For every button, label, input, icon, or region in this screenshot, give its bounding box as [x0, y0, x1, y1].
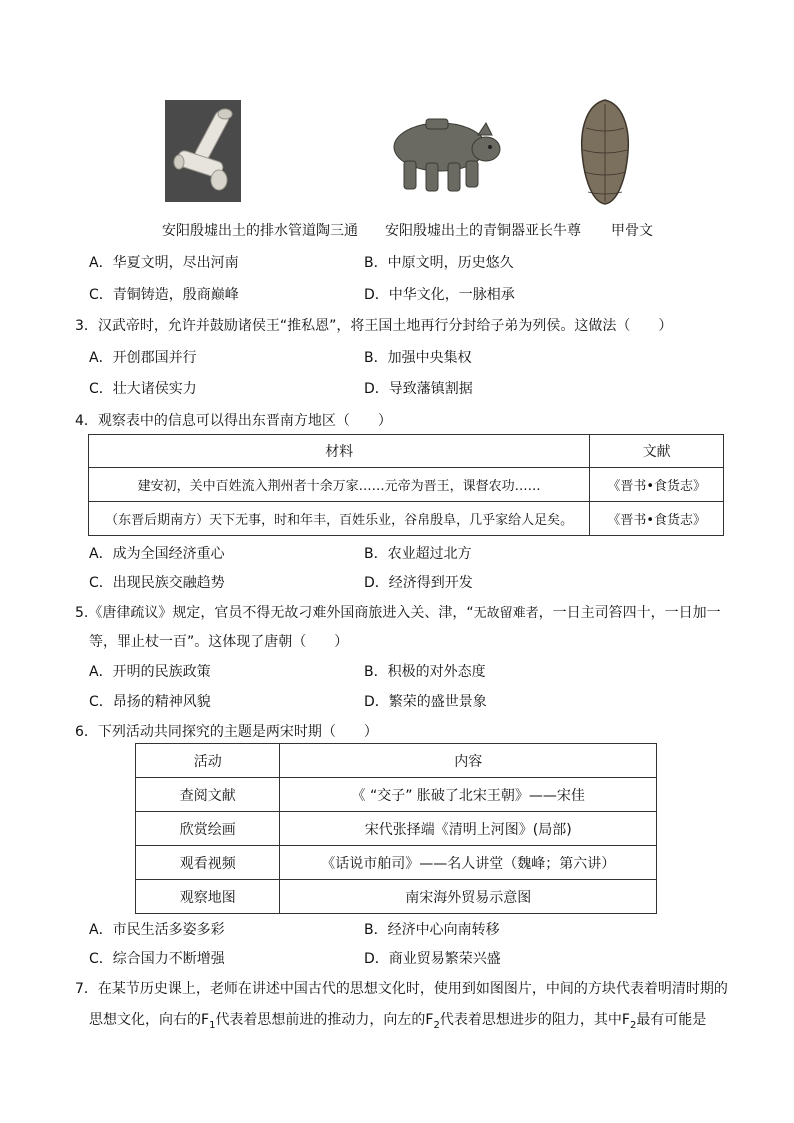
- q7-f1-subscript: 1: [209, 1019, 216, 1031]
- q4-table: [88, 434, 724, 536]
- q6-table-row1-activity: 查阅文献: [136, 778, 280, 812]
- q5-option-c[interactable]: C．昂扬的精神风貌: [89, 694, 211, 710]
- q7-f2-subscript-2: 2: [629, 1019, 637, 1031]
- q4-option-a[interactable]: A．成为全国经济重心: [89, 546, 225, 562]
- q6-table-row4-activity: 观察地图: [136, 880, 280, 914]
- q7-f2-subscript: 2: [433, 1019, 440, 1031]
- q2-option-a[interactable]: A．华夏文明，尽出河南: [89, 255, 239, 271]
- q6-table-row4-content: 南宋海外贸易示意图: [280, 880, 657, 914]
- figure-caption-drain-pipe: 安阳殷墟出土的排水管道陶三通: [162, 223, 358, 239]
- q4-option-c[interactable]: C．出现民族交融趋势: [89, 575, 225, 591]
- q6-table-header-activity: 活动: [136, 744, 280, 778]
- q5-stem-line2: 等，罪止杖一百”。这体现了唐朝（ ）: [89, 634, 349, 650]
- q5-option-a[interactable]: A．开明的民族政策: [89, 664, 211, 680]
- figure-caption-oracle-bone: 甲骨文: [611, 223, 653, 239]
- q6-table-row2-activity: 欣赏绘画: [136, 812, 280, 846]
- q6-table-row3-content: 《话说市舶司》——名人讲堂（魏峰；第六讲）: [280, 846, 657, 880]
- drain-pipe-image: [165, 100, 241, 202]
- q4-option-d[interactable]: D．经济得到开发: [364, 575, 473, 591]
- q6-option-b[interactable]: B．经济中心向南转移: [364, 922, 500, 938]
- q6-option-d[interactable]: D．商业贸易繁荣兴盛: [364, 951, 501, 967]
- q6-table: [135, 743, 657, 914]
- q7-stem-line1: 7．在某节历史课上，老师在讲述中国古代的思想文化时，使用到如图图片，中间的方块代表着明清时期的: [75, 981, 728, 997]
- q4-table-header-source: 文献: [590, 435, 724, 468]
- q6-table-row3-activity: 观看视频: [136, 846, 280, 880]
- q7-stem-line2: [89, 1009, 706, 1031]
- q3-option-a[interactable]: A．开创郡国并行: [89, 350, 197, 366]
- bronze-ox-zun-image: [382, 105, 506, 197]
- q4-table-row1-material: 建安初，关中百姓流入荆州者十余万家……元帝为晋王，课督农功……: [89, 468, 590, 502]
- q6-table-row1-content: 《 “交子” 胀破了北宋王朝》——宋佳: [280, 778, 657, 812]
- q7-line2-c: 代表着思想进步的阻力，其中F: [439, 1012, 630, 1028]
- q6-option-a[interactable]: A．市民生活多姿多彩: [89, 922, 225, 938]
- q7-line2-a: 思想文化，向右的F: [89, 1012, 210, 1028]
- q5-stem-line1-a: 5.《唐律疏议》规定，官员不得无故刁难外国商旅进入关、津，“: [75, 605, 474, 621]
- q7-line2-d: 最有可能是: [636, 1012, 707, 1028]
- q6-option-c[interactable]: C．综合国力不断增强: [89, 951, 225, 967]
- q5-stem-line1-quote: 无故留难者: [473, 606, 539, 621]
- q3-option-d[interactable]: D．导致藩镇割据: [364, 381, 473, 397]
- q6-table-header-content: 内容: [280, 744, 657, 778]
- q4-table-row2-source: 《晋书•食货志》: [590, 502, 724, 536]
- q5-option-d[interactable]: D．繁荣的盛世景象: [364, 694, 487, 710]
- q4-table-row1-source: 《晋书•食货志》: [590, 468, 724, 502]
- q3-stem: 3．汉武帝时，允许并鼓励诸侯王“推私恩”，将王国土地再行分封给子弟为列侯。这做法（ ）: [75, 318, 673, 334]
- oracle-bone-image: [578, 98, 632, 206]
- q3-option-b[interactable]: B．加强中央集权: [364, 350, 472, 366]
- q2-option-c[interactable]: C．青铜铸造，殷商巅峰: [89, 287, 239, 303]
- figure-caption-bronze-ox: 安阳殷墟出土的青铜器亚长牛尊: [385, 223, 581, 239]
- q6-stem: 6．下列活动共同探究的主题是两宋时期（ ）: [75, 724, 378, 740]
- q7-line2-b: 代表着思想前进的推动力，向左的F: [215, 1012, 434, 1028]
- q6-table-row2-content: 宋代张择端《清明上河图》(局部): [280, 812, 657, 846]
- q4-option-b[interactable]: B．农业超过北方: [364, 546, 472, 562]
- q5-stem-line1: [75, 602, 721, 622]
- q2-option-d[interactable]: D．中华文化，一脉相承: [364, 287, 515, 303]
- q4-table-row2-material: （东晋后期南方）天下无事，时和年丰，百姓乐业，谷帛殷阜，几乎家给人足矣。: [89, 502, 590, 536]
- q4-table-header-material: 材料: [89, 435, 590, 468]
- q3-option-c[interactable]: C．壮大诸侯实力: [89, 381, 197, 397]
- q5-option-b[interactable]: B．积极的对外态度: [364, 664, 486, 680]
- q4-stem: 4．观察表中的信息可以得出东晋南方地区（ ）: [75, 413, 392, 429]
- q2-option-b[interactable]: B．中原文明，历史悠久: [364, 255, 514, 271]
- q5-stem-line1-c: ，一日主司笞四十，一日加一: [538, 605, 721, 621]
